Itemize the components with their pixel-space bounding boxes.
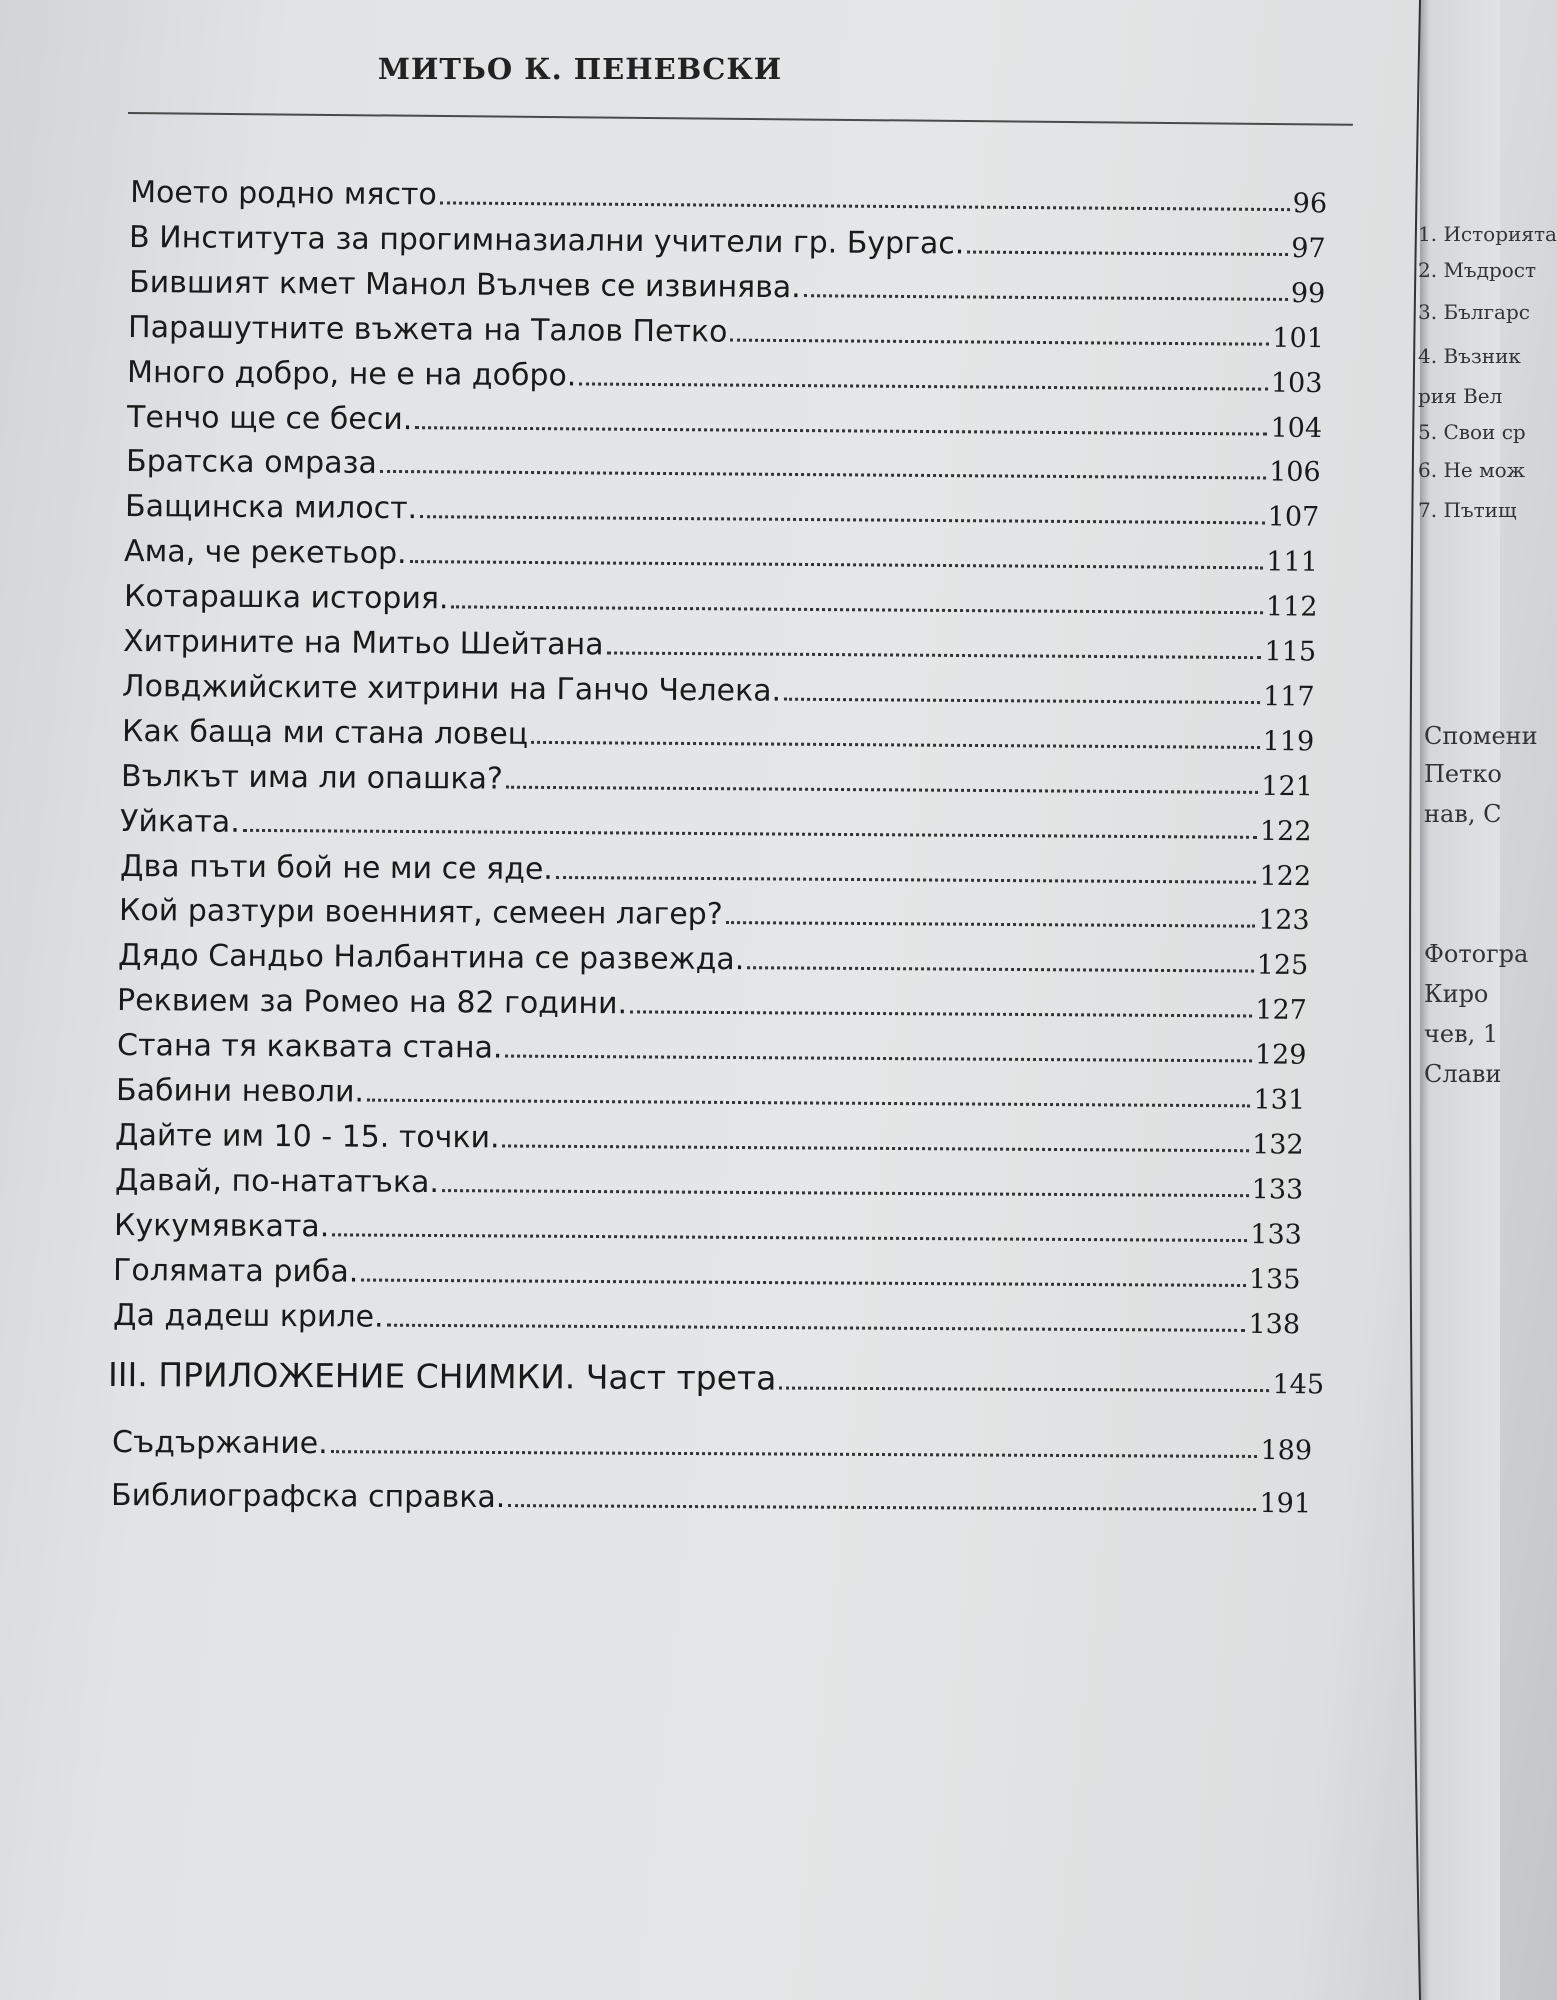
dot-leader <box>607 650 1262 659</box>
dot-leader <box>968 249 1289 255</box>
entry-page-number: 122 <box>1258 860 1311 892</box>
toc-entry <box>128 303 1324 354</box>
dot-leader <box>331 1449 1258 1458</box>
entry-page-number: 145 <box>1272 1369 1325 1401</box>
facing-page-fragment: Петко <box>1424 760 1502 788</box>
dot-leader <box>441 1188 1248 1197</box>
toc-entry <box>124 527 1318 578</box>
facing-page-fragment: нав, С <box>1424 800 1502 828</box>
entry-page-number: 132 <box>1252 1129 1305 1161</box>
entry-title: Ама, че рекетьор. <box>124 534 408 572</box>
section-entry <box>108 1352 1324 1400</box>
toc-entry <box>118 931 1308 981</box>
entry-page-number: 121 <box>1261 770 1313 802</box>
toc-entry <box>129 258 1325 309</box>
facing-page-fragment: 1. Историята <box>1418 222 1557 246</box>
entry-page-number: 127 <box>1255 994 1308 1027</box>
entry-page-number: 96 <box>1292 188 1328 220</box>
entry-page-number: 101 <box>1272 322 1324 354</box>
entry-title: Вълкът има ли опашка? <box>120 758 503 797</box>
dot-leader <box>420 514 1265 524</box>
entry-title: Кой разтури военният, семеен лагер? <box>118 893 723 933</box>
entry-title: Стана тя каквата стана. <box>116 1028 503 1066</box>
dot-leader <box>415 425 1267 435</box>
entry-title: III. ПРИЛОЖЕНИЕ СНИМКИ. Част трета <box>108 1355 777 1398</box>
entry-title: Хитрините на Митьо Шейтана <box>123 624 604 663</box>
facing-page-fragment: Фотогра <box>1424 940 1529 968</box>
facing-page-fragment: Слави <box>1424 1060 1502 1088</box>
entry-page-number: 112 <box>1265 591 1318 623</box>
toc-entry <box>114 1201 1302 1250</box>
entry-title: Много добро, не е на добро. <box>127 354 577 393</box>
entry-title: Кукумявката. <box>113 1207 330 1245</box>
entry-title: Реквием за Ромео на 82 години. <box>117 983 628 1022</box>
facing-page-fragment: 7. Пътищ <box>1418 498 1517 522</box>
dot-leader <box>367 1098 1251 1108</box>
facing-page-fragment: 6. Не мож <box>1418 458 1526 482</box>
dot-leader <box>386 1322 1245 1331</box>
dot-leader <box>410 559 1264 569</box>
toc-entry <box>120 842 1311 892</box>
entry-page-number: 107 <box>1267 501 1320 534</box>
toc-entry <box>127 393 1322 444</box>
entry-page-number: 103 <box>1270 367 1323 399</box>
entry-page-number: 138 <box>1247 1308 1300 1340</box>
entry-page-number: 123 <box>1257 905 1310 937</box>
dot-leader <box>779 1386 1269 1393</box>
entry-title: Да дадеш криле. <box>112 1297 384 1335</box>
entry-page-number: 119 <box>1262 725 1314 758</box>
dot-leader <box>531 740 1260 749</box>
dot-leader <box>243 827 1257 838</box>
facing-page-fragment: чев, 1 <box>1424 1020 1499 1048</box>
toc-entry <box>117 1021 1307 1071</box>
dot-leader <box>361 1277 1246 1286</box>
facing-page-fragment: 4. Възник <box>1418 344 1521 368</box>
toc-entry <box>123 617 1316 668</box>
entry-page-number: 133 <box>1251 1173 1303 1206</box>
dot-leader <box>784 697 1260 704</box>
entry-page-number: 133 <box>1250 1218 1302 1251</box>
toc-entry <box>117 976 1307 1026</box>
toc-entry <box>122 707 1314 757</box>
entry-title: Тенчо ще се беси. <box>126 399 412 437</box>
entry-title: Бабини неволи. <box>116 1073 365 1110</box>
entry-title: Как баща ми стана ловец <box>121 713 528 752</box>
entry-page-number: 125 <box>1256 949 1309 982</box>
dot-leader <box>579 381 1268 390</box>
entry-page-number: 189 <box>1260 1435 1313 1467</box>
entry-title: Уйката. <box>120 803 241 840</box>
entry-title: Дайте им 10 - 15. точки. <box>115 1117 500 1156</box>
toc-entry <box>116 1066 1305 1116</box>
entry-title: Ловджийските хитрини на Ганчо Челека. <box>122 668 782 709</box>
entry-title: Моето родно място <box>130 175 437 213</box>
entry-title: Библиографска справка. <box>111 1478 506 1516</box>
facing-page-fragment: Спомени <box>1424 722 1538 750</box>
entry-page-number: 104 <box>1269 412 1322 444</box>
entry-page-number: 131 <box>1253 1084 1306 1116</box>
entry-page-number: 111 <box>1266 546 1319 578</box>
entry-title: Дядо Сандьо Налбантина се развежда. <box>118 938 745 978</box>
dot-leader <box>505 1054 1251 1063</box>
toc-entry <box>126 437 1321 488</box>
dot-leader <box>380 469 1266 480</box>
dot-leader <box>506 784 1258 793</box>
toc-entry <box>111 1471 1311 1519</box>
entry-page-number: 115 <box>1264 636 1317 668</box>
dot-leader <box>803 293 1287 301</box>
toc-entry <box>115 1111 1304 1161</box>
dot-leader <box>451 604 1262 614</box>
entry-page-number: 129 <box>1254 1039 1307 1071</box>
toc-entry <box>130 168 1327 219</box>
entry-title: Бащинска милост. <box>125 489 418 527</box>
entry-title: Голямата риба. <box>113 1252 359 1290</box>
running-header: МИТЬО К. ПЕНЕВСКИ <box>377 52 783 86</box>
toc-entry <box>115 1156 1303 1206</box>
entry-title: В Института за прогимназиални учители гр. Бургас. <box>129 219 965 262</box>
entry-page-number: 106 <box>1268 456 1321 489</box>
dot-leader <box>332 1232 1247 1242</box>
entry-title: Братска омраза <box>125 444 377 482</box>
entry-page-number: 97 <box>1291 232 1327 265</box>
entry-title: Парашутните въжета на Талов Петко <box>127 309 728 350</box>
entry-page-number: 191 <box>1259 1488 1312 1520</box>
dot-leader <box>440 200 1290 211</box>
entry-page-number: 99 <box>1290 277 1325 310</box>
toc-entry <box>120 797 1312 847</box>
entry-page-number: 122 <box>1260 815 1312 847</box>
entry-title: Бившият кмет Манол Вълчев се извинява. <box>128 264 801 305</box>
facing-page-fragment: Киро <box>1424 980 1489 1008</box>
dot-leader <box>747 965 1253 972</box>
toc-entry <box>122 662 1315 712</box>
facing-page-fragment: 2. Мъдрост <box>1418 258 1537 282</box>
entry-title: Давай, по-нататъка. <box>114 1162 439 1200</box>
facing-page-fragment: 5. Свои ср <box>1418 420 1526 444</box>
entry-title: Котарашка история. <box>123 579 449 617</box>
toc-entry <box>113 1291 1300 1340</box>
dot-leader <box>508 1503 1256 1511</box>
toc-entry <box>119 886 1310 936</box>
entry-title: Съдържание. <box>112 1425 328 1462</box>
entry-title: Два пъти бой не ми се яде. <box>119 848 553 887</box>
toc-entry <box>127 348 1323 399</box>
dot-leader <box>555 874 1256 883</box>
facing-page-fragment: рия Вел <box>1418 384 1503 408</box>
dot-leader <box>630 1010 1252 1018</box>
entry-page-number: 117 <box>1263 680 1316 713</box>
dot-leader <box>503 1143 1250 1152</box>
toc-entry <box>121 752 1313 802</box>
toc-entry <box>125 482 1319 533</box>
toc-entry <box>129 213 1326 264</box>
facing-page-fragment: 3. Българс <box>1418 300 1530 324</box>
dot-leader <box>730 337 1269 345</box>
toc-entry <box>124 572 1318 623</box>
dot-leader <box>725 920 1254 928</box>
entry-page-number: 135 <box>1249 1263 1301 1295</box>
toc-entry <box>113 1246 1301 1295</box>
toc-entry <box>112 1418 1312 1466</box>
